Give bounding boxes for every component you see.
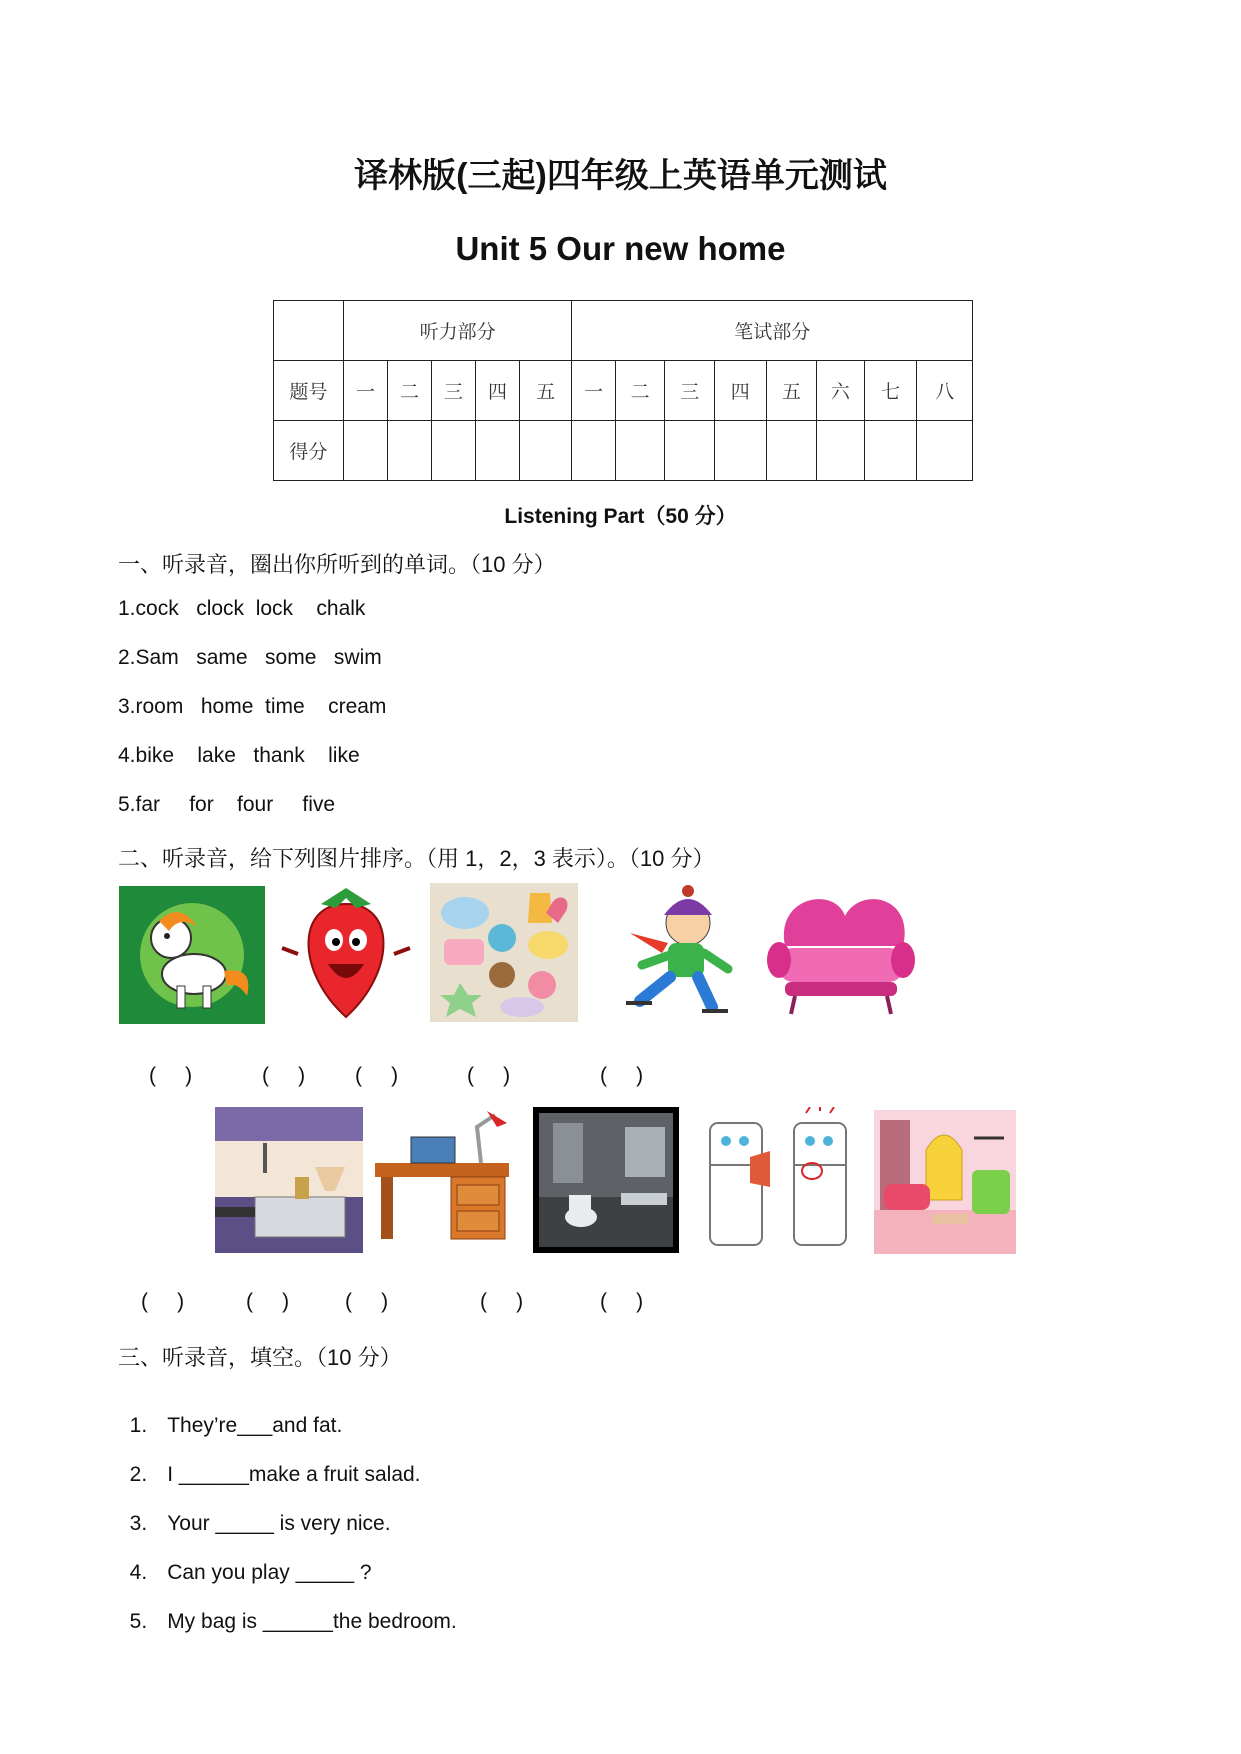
score-cell[interactable] <box>388 421 431 481</box>
item-number: 3. <box>129 1512 148 1535</box>
fill-blank-item <box>118 1439 421 1487</box>
score-cell[interactable] <box>572 421 615 481</box>
answer-blank[interactable]: ( ) <box>149 1064 193 1087</box>
item-text: They’re___and fat. <box>167 1414 343 1437</box>
written-number: 六 <box>817 361 865 421</box>
answer-blank[interactable]: ( ) <box>600 1290 644 1313</box>
written-number: 三 <box>665 361 715 421</box>
word-row: 5.far for four five <box>118 793 336 816</box>
stickers-icon <box>430 883 578 1022</box>
written-number: 八 <box>917 361 973 421</box>
word-row: 1.cock clock lock chalk <box>118 597 366 620</box>
item-text: Your _____ is very nice. <box>167 1512 391 1535</box>
score-cell[interactable] <box>917 421 973 481</box>
listening-number: 二 <box>388 361 431 421</box>
item-text: I ______make a fruit salad. <box>167 1463 421 1486</box>
score-cell[interactable] <box>519 421 572 481</box>
score-cell[interactable] <box>817 421 865 481</box>
score-cell[interactable] <box>476 421 519 481</box>
answer-blank[interactable]: ( ) <box>480 1290 524 1313</box>
listening-number: 一 <box>343 361 388 421</box>
item-number: 1. <box>129 1414 148 1437</box>
answer-blank[interactable]: ( ) <box>600 1064 644 1087</box>
score-cell[interactable] <box>864 421 917 481</box>
item-text: My bag is ______the bedroom. <box>167 1610 457 1633</box>
item-text: Can you play _____ ? <box>167 1561 372 1584</box>
written-number: 七 <box>864 361 917 421</box>
listening-number: 四 <box>476 361 519 421</box>
listening-part-heading: Listening Part（50 分） <box>504 505 737 528</box>
score-cell[interactable] <box>714 421 766 481</box>
answer-blank[interactable]: ( ) <box>467 1064 511 1087</box>
sofa-icon <box>765 886 915 1022</box>
score-table <box>273 300 973 481</box>
score-cell[interactable] <box>665 421 715 481</box>
listening-header: 听力部分 <box>343 301 572 361</box>
section1-heading: 一、听录音，圈出你所听到的单词。（10 分） <box>118 552 556 577</box>
item-number: 4. <box>129 1561 148 1584</box>
section2-heading: 二、听录音，给下列图片排序。（用 1，2，3 表示）。（10 分） <box>118 846 715 871</box>
score-cell[interactable] <box>431 421 476 481</box>
answer-blank[interactable]: ( ) <box>141 1290 185 1313</box>
score-cell[interactable] <box>343 421 388 481</box>
section3-heading: 三、听录音，填空。（10 分） <box>118 1345 402 1370</box>
written-number: 二 <box>615 361 665 421</box>
listening-number: 三 <box>431 361 476 421</box>
living-room-icon <box>874 1110 1016 1254</box>
fridge-icon <box>700 1107 856 1253</box>
answer-blank[interactable]: ( ) <box>262 1064 306 1087</box>
word-row: 3.room home time cream <box>118 695 387 718</box>
unit-title: Unit 5 Our new home <box>455 230 786 267</box>
kitchen-icon <box>215 1107 363 1253</box>
written-number: 五 <box>766 361 817 421</box>
answer-blank[interactable]: ( ) <box>345 1290 389 1313</box>
written-header: 笔试部分 <box>572 301 973 361</box>
score-cell[interactable] <box>766 421 817 481</box>
fill-blank-item <box>118 1537 372 1585</box>
fill-blank-item <box>118 1390 342 1438</box>
table-corner <box>274 301 344 361</box>
listening-number: 五 <box>519 361 572 421</box>
answer-blank[interactable]: ( ) <box>246 1290 290 1313</box>
word-row: 4.bike lake thank like <box>118 744 360 767</box>
row-score-label: 得分 <box>274 421 344 481</box>
item-number: 5. <box>129 1610 148 1633</box>
answer-blank[interactable]: ( ) <box>355 1064 399 1087</box>
page-title: 译林版(三起)四年级上英语单元测试 <box>354 157 887 195</box>
fill-blank-item <box>118 1586 457 1634</box>
pony-icon <box>119 886 265 1024</box>
word-row: 2.Sam same some swim <box>118 646 382 669</box>
row-number-label: 题号 <box>274 361 344 421</box>
fill-blank-item <box>118 1488 391 1536</box>
skating-boy-icon <box>590 883 740 1023</box>
bathroom-icon <box>533 1107 679 1253</box>
written-number: 四 <box>714 361 766 421</box>
written-number: 一 <box>572 361 615 421</box>
score-cell[interactable] <box>615 421 665 481</box>
item-number: 2. <box>129 1463 148 1486</box>
strawberry-icon <box>276 882 416 1024</box>
desk-icon <box>371 1107 513 1243</box>
